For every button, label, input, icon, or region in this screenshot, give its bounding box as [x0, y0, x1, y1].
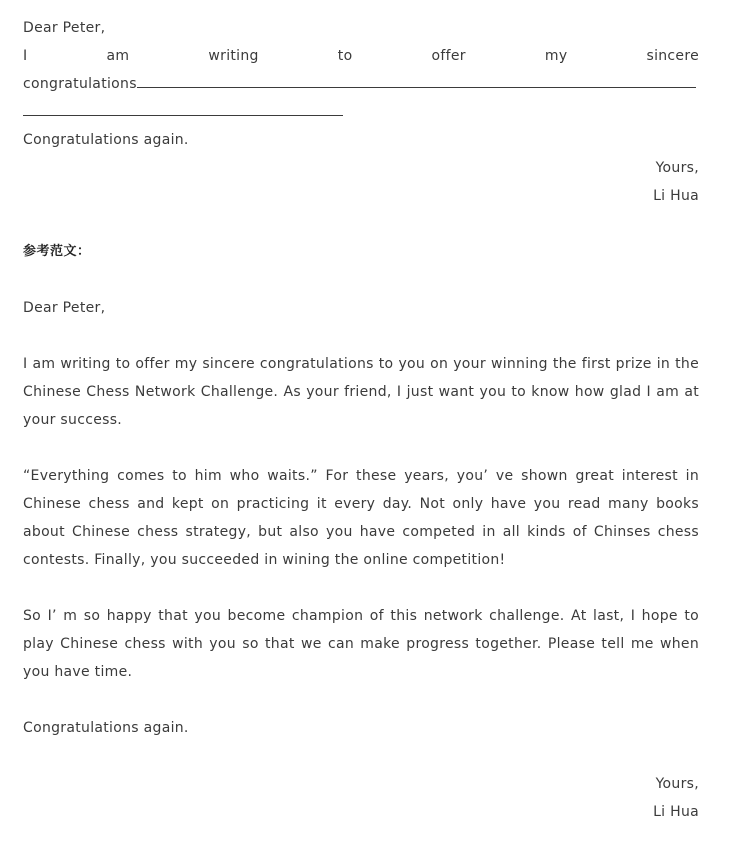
template-word: to: [337, 48, 353, 64]
template-word: I: [23, 48, 28, 64]
spacer: [23, 686, 699, 714]
template-closing: Congratulations again.: [23, 132, 189, 148]
spacer: [23, 210, 699, 238]
answer-blank-line[interactable]: [23, 115, 343, 116]
template-signature: Li Hua: [653, 188, 699, 204]
template-greeting: Dear Peter,: [23, 20, 106, 36]
sample-paragraph: “Everything comes to him who waits.” For these years, you’ ve shown great interest in Chinese chess and kept on practicing it every day. Not only have you read many books about Chinese chess strategy, but also you have competed in all kinds of Chinses chess contests. Finally, you succeeded in wining the online competition!: [23, 468, 699, 568]
spacer: [23, 742, 699, 770]
template-word: writing: [208, 48, 259, 64]
answer-blank-line[interactable]: [137, 87, 696, 88]
template-word: offer: [431, 48, 466, 64]
sample-signoff: Yours,: [655, 776, 699, 792]
sample-paragraph: So I’ m so happy that you become champion of this network challenge. At last, I hope to play Chinese chess with you so that we can make progress together. Please tell me when you have time.: [23, 608, 699, 680]
spacer: [23, 266, 699, 294]
template-word: congratulations: [23, 76, 137, 92]
template-word: sincere: [646, 48, 699, 64]
template-opening-line: [23, 42, 699, 70]
template-signoff: Yours,: [655, 160, 699, 176]
spacer: [23, 574, 699, 602]
letter-document: [23, 14, 699, 826]
sample-greeting: Dear Peter,: [23, 300, 106, 316]
template-second-line: [23, 70, 699, 98]
template-word: my: [544, 48, 568, 64]
template-blank-row: [23, 98, 699, 126]
sample-heading: 参考范文：: [23, 244, 91, 259]
template-word: am: [106, 48, 130, 64]
spacer: [23, 322, 699, 350]
sample-closing: Congratulations again.: [23, 720, 189, 736]
sample-paragraph: I am writing to offer my sincere congratulations to you on your winning the first prize in the Chinese Chess Network Challenge. As your friend, I just want you to know how glad I am at your success.: [23, 356, 699, 428]
sample-signature: Li Hua: [653, 804, 699, 820]
spacer: [23, 434, 699, 462]
